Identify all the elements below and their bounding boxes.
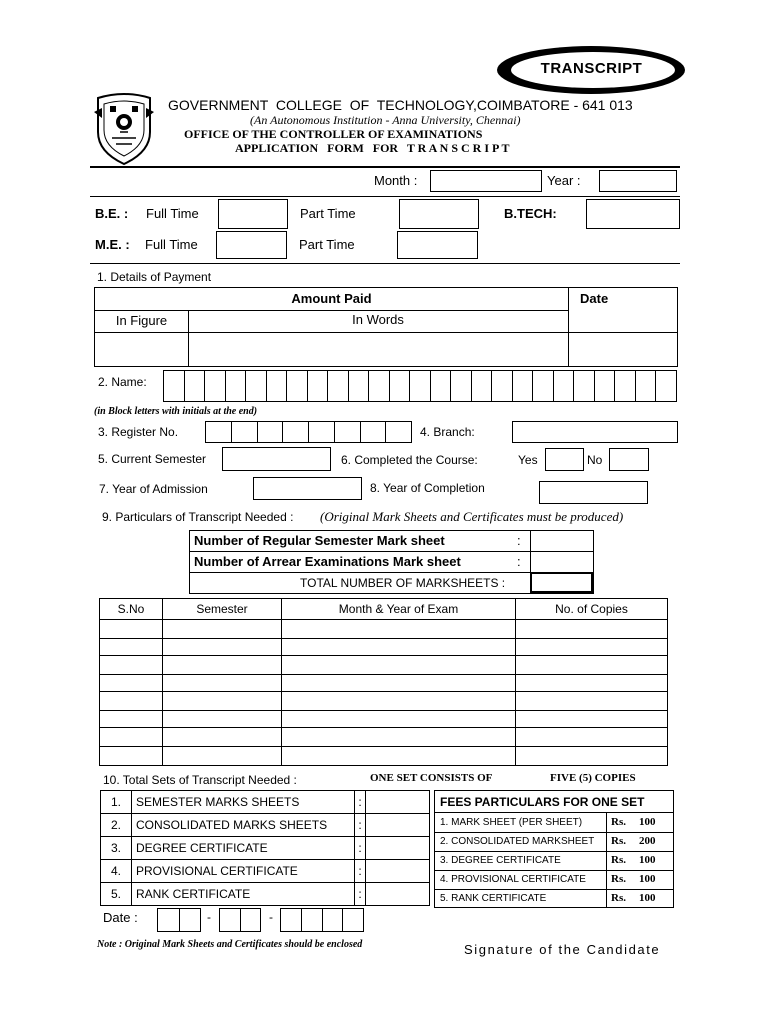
table-cell[interactable] [282, 747, 516, 766]
fee-row [435, 889, 673, 908]
table-row [100, 747, 668, 766]
amount-paid-header: Amount Paid [291, 291, 372, 306]
sets-table [100, 790, 430, 906]
one-set-label: ONE SET CONSISTS OF [370, 772, 493, 784]
payment-date-field[interactable] [569, 333, 677, 366]
current-semester-label: 5. Current Semester [98, 452, 207, 466]
table-cell[interactable] [516, 711, 668, 728]
set-item-name: DEGREE CERTIFICATE [132, 837, 355, 860]
register-digit-box[interactable] [360, 421, 387, 443]
table-cell[interactable] [100, 747, 163, 766]
date-month-box[interactable] [219, 908, 241, 932]
regular-count-field[interactable] [531, 531, 593, 551]
name-letter-box[interactable] [471, 370, 493, 402]
table-cell[interactable] [100, 656, 163, 675]
arrear-count-field[interactable] [531, 552, 593, 572]
transcript-badge [495, 44, 688, 96]
set-item-number: 1. [101, 791, 132, 814]
five-copies-label: FIVE (5) COPIES [550, 772, 636, 784]
total-count-field[interactable] [530, 572, 593, 593]
register-digit-boxes[interactable] [206, 421, 413, 443]
date-year-box[interactable] [322, 908, 344, 932]
year-label: Year : [547, 173, 581, 188]
signature-label: Signature of the Candidate [464, 942, 661, 957]
year-field[interactable] [599, 170, 677, 192]
name-letter-box[interactable] [655, 370, 677, 402]
table-cell[interactable] [163, 639, 282, 656]
date-year-box[interactable] [301, 908, 323, 932]
name-letter-box[interactable] [409, 370, 431, 402]
completed-course-label: 6. Completed the Course: [341, 453, 478, 467]
no-label: No [587, 453, 603, 467]
date-day-boxes[interactable] [158, 908, 202, 932]
set-item-name: SEMESTER MARKS SHEETS [132, 791, 355, 814]
crest-emblem-icon [92, 92, 156, 166]
name-letter-box[interactable] [512, 370, 534, 402]
table-row [100, 639, 668, 656]
table-cell[interactable] [100, 728, 163, 747]
name-label: 2. Name: [98, 375, 147, 389]
set-count-field[interactable] [366, 791, 430, 814]
fee-currency: Rs. [611, 854, 626, 866]
branch-label: 4. Branch: [420, 425, 475, 439]
table-row [100, 656, 668, 675]
me-part-time-box[interactable] [397, 231, 478, 259]
in-figure-header: In Figure [115, 313, 168, 328]
name-letter-box[interactable] [594, 370, 616, 402]
table-cell[interactable] [163, 692, 282, 711]
register-digit-box[interactable] [282, 421, 309, 443]
month-label: Month : [374, 173, 418, 188]
payment-table [94, 287, 678, 367]
fee-currency: Rs. [611, 892, 626, 904]
fee-amount: 200 [639, 835, 656, 847]
name-letter-box[interactable] [348, 370, 370, 402]
table-row [100, 692, 668, 711]
college-name: GOVERNMENT COLLEGE OF TECHNOLOGY,COIMBATORE - 641 013 [168, 97, 633, 113]
particulars-label: 9. Particulars of Transcript Needed : [102, 510, 294, 524]
name-letter-box[interactable] [573, 370, 595, 402]
be-label: B.E. : [95, 206, 129, 221]
marksheet-count-table [189, 530, 594, 594]
college-subtitle: (An Autonomous Institution - Anna University, Chennai) [250, 113, 521, 127]
office-title: OFFICE OF THE CONTROLLER OF EXAMINATIONS [184, 127, 483, 141]
payment-heading: 1. Details of Payment [97, 270, 212, 284]
register-digit-box[interactable] [231, 421, 258, 443]
fee-row [435, 851, 673, 870]
register-digit-box[interactable] [308, 421, 335, 443]
be-full-time-box[interactable] [218, 199, 288, 229]
table-cell[interactable] [516, 692, 668, 711]
list-item [101, 791, 430, 814]
table-row [100, 711, 668, 728]
yes-label: Yes [518, 453, 538, 467]
table-cell[interactable] [163, 656, 282, 675]
be-full-time-label: Full Time [146, 206, 199, 221]
name-letter-box[interactable] [430, 370, 452, 402]
table-cell[interactable] [163, 711, 282, 728]
fee-item-name: 4. PROVISIONAL CERTIFICATE [440, 874, 586, 885]
set-item-colon: : [355, 883, 366, 906]
table-cell[interactable] [100, 692, 163, 711]
col-month-year: Month & Year of Exam [282, 599, 516, 620]
register-digit-box[interactable] [257, 421, 284, 443]
arrear-colon: : [517, 554, 521, 569]
in-figure-field[interactable] [95, 333, 187, 366]
name-letter-box[interactable] [368, 370, 390, 402]
fee-currency: Rs. [611, 816, 626, 828]
date-dash-1: - [207, 910, 211, 924]
set-item-colon: : [355, 814, 366, 837]
in-words-field[interactable] [189, 333, 567, 366]
year-completion-field[interactable] [539, 481, 648, 504]
total-sets-label: 10. Total Sets of Transcript Needed : [103, 773, 297, 787]
date-label: Date : [103, 910, 138, 925]
name-letter-box[interactable] [286, 370, 308, 402]
set-item-number: 2. [101, 814, 132, 837]
me-full-time-box[interactable] [216, 231, 287, 259]
fee-currency: Rs. [611, 873, 626, 885]
branch-field[interactable] [512, 421, 678, 443]
arrear-marksheet-label: Number of Arrear Examinations Mark sheet [194, 554, 461, 569]
table-cell[interactable] [100, 711, 163, 728]
name-note: (in Block letters with initials at the end) [94, 406, 258, 417]
date-header: Date [580, 291, 609, 306]
set-item-number: 5. [101, 883, 132, 906]
table-cell[interactable] [163, 747, 282, 766]
set-item-name: CONSOLIDATED MARKS SHEETS [132, 814, 355, 837]
list-item [101, 837, 430, 860]
me-part-time-label: Part Time [299, 237, 355, 252]
fee-row [435, 870, 673, 889]
be-part-time-label: Part Time [300, 206, 356, 221]
set-item-name: PROVISIONAL CERTIFICATE [132, 860, 355, 883]
col-copies: No. of Copies [516, 599, 668, 620]
fee-item-name: 3. DEGREE CERTIFICATE [440, 855, 561, 866]
table-cell[interactable] [516, 747, 668, 766]
fee-row [435, 813, 673, 832]
fee-amount: 100 [639, 873, 656, 885]
month-field[interactable] [430, 170, 542, 192]
name-letter-boxes[interactable] [164, 370, 678, 402]
table-cell[interactable] [282, 675, 516, 692]
col-semester: Semester [163, 599, 282, 620]
me-full-time-label: Full Time [145, 237, 198, 252]
date-day-box[interactable] [157, 908, 180, 932]
fees-title: FEES PARTICULARS FOR ONE SET [440, 795, 645, 809]
total-marksheets-label: TOTAL NUMBER OF MARKSHEETS : [300, 576, 506, 590]
btech-label: B.TECH: [504, 206, 557, 221]
col-sno: S.No [100, 599, 163, 620]
header-divider [90, 166, 680, 168]
fee-item-name: 2. CONSOLIDATED MARKSHEET [440, 836, 595, 847]
college-crest-logo [92, 92, 156, 166]
date-dash-2: - [269, 910, 273, 924]
name-letter-box[interactable] [450, 370, 472, 402]
exam-details-table [99, 598, 668, 766]
set-item-colon: : [355, 791, 366, 814]
badge-text: TRANSCRIPT [540, 60, 643, 77]
set-count-field[interactable] [366, 883, 430, 906]
form-title: APPLICATION FORM FOR T R A N S C R I P T [235, 141, 510, 155]
table-cell[interactable] [163, 620, 282, 639]
fee-amount: 100 [639, 892, 656, 904]
year-admission-label: 7. Year of Admission [99, 482, 208, 496]
btech-box[interactable] [586, 199, 680, 229]
set-item-number: 3. [101, 837, 132, 860]
be-part-time-box[interactable] [399, 199, 479, 229]
in-words-header: In Words [352, 312, 404, 327]
table-cell[interactable] [516, 675, 668, 692]
name-letter-box[interactable] [184, 370, 206, 402]
divider-3 [90, 263, 680, 264]
set-item-name: RANK CERTIFICATE [132, 883, 355, 906]
year-completion-label: 8. Year of Completion [370, 481, 485, 495]
set-count-field[interactable] [366, 837, 430, 860]
list-item [101, 814, 430, 837]
current-semester-field[interactable] [222, 447, 331, 471]
date-day-box[interactable] [179, 908, 202, 932]
table-cell[interactable] [100, 620, 163, 639]
year-admission-field[interactable] [253, 477, 362, 500]
table-cell[interactable] [282, 692, 516, 711]
register-label: 3. Register No. [98, 425, 179, 439]
yes-box[interactable] [545, 448, 584, 471]
table-row [100, 728, 668, 747]
table-cell[interactable] [282, 620, 516, 639]
set-count-field[interactable] [366, 814, 430, 837]
name-letter-box[interactable] [389, 370, 411, 402]
name-letter-box[interactable] [307, 370, 329, 402]
table-cell[interactable] [516, 728, 668, 747]
regular-marksheet-label: Number of Regular Semester Mark sheet [194, 533, 445, 548]
set-count-field[interactable] [366, 860, 430, 883]
table-cell[interactable] [282, 711, 516, 728]
name-letter-box[interactable] [266, 370, 288, 402]
name-letter-box[interactable] [635, 370, 657, 402]
particulars-note: (Original Mark Sheets and Certificates must be produced) [320, 509, 624, 524]
regular-colon: : [517, 533, 521, 548]
name-letter-box[interactable] [553, 370, 575, 402]
table-cell[interactable] [282, 639, 516, 656]
table-cell[interactable] [100, 639, 163, 656]
table-cell[interactable] [282, 728, 516, 747]
name-letter-box[interactable] [327, 370, 349, 402]
table-cell[interactable] [163, 728, 282, 747]
name-letter-box[interactable] [532, 370, 554, 402]
table-cell[interactable] [516, 656, 668, 675]
date-year-boxes[interactable] [281, 908, 365, 932]
fees-table [434, 790, 674, 908]
register-digit-box[interactable] [334, 421, 361, 443]
register-digit-box[interactable] [385, 421, 412, 443]
name-letter-box[interactable] [163, 370, 185, 402]
table-cell[interactable] [282, 656, 516, 675]
table-cell[interactable] [100, 675, 163, 692]
list-item [101, 860, 430, 883]
fee-amount: 100 [639, 854, 656, 866]
fee-amount: 100 [639, 816, 656, 828]
fee-row [435, 832, 673, 851]
name-letter-box[interactable] [225, 370, 247, 402]
name-letter-box[interactable] [245, 370, 267, 402]
set-item-number: 4. [101, 860, 132, 883]
fee-item-name: 5. RANK CERTIFICATE [440, 893, 547, 904]
name-letter-box[interactable] [204, 370, 226, 402]
name-letter-box[interactable] [491, 370, 513, 402]
date-year-box[interactable] [342, 908, 364, 932]
fee-item-name: 1. MARK SHEET (PER SHEET) [440, 817, 583, 828]
table-cell[interactable] [163, 675, 282, 692]
divider-2 [90, 196, 680, 197]
table-cell[interactable] [516, 639, 668, 656]
no-box[interactable] [609, 448, 649, 471]
date-month-boxes[interactable] [220, 908, 262, 932]
table-cell[interactable] [516, 620, 668, 639]
enclosure-note: Note : Original Mark Sheets and Certificates should be enclosed [97, 939, 363, 950]
name-letter-box[interactable] [614, 370, 636, 402]
set-item-colon: : [355, 860, 366, 883]
list-item [101, 883, 430, 906]
me-label: M.E. : [95, 237, 130, 252]
table-row [100, 620, 668, 639]
date-month-box[interactable] [240, 908, 262, 932]
table-row [100, 675, 668, 692]
register-digit-box[interactable] [205, 421, 232, 443]
set-item-colon: : [355, 837, 366, 860]
date-year-box[interactable] [280, 908, 302, 932]
fee-currency: Rs. [611, 835, 626, 847]
